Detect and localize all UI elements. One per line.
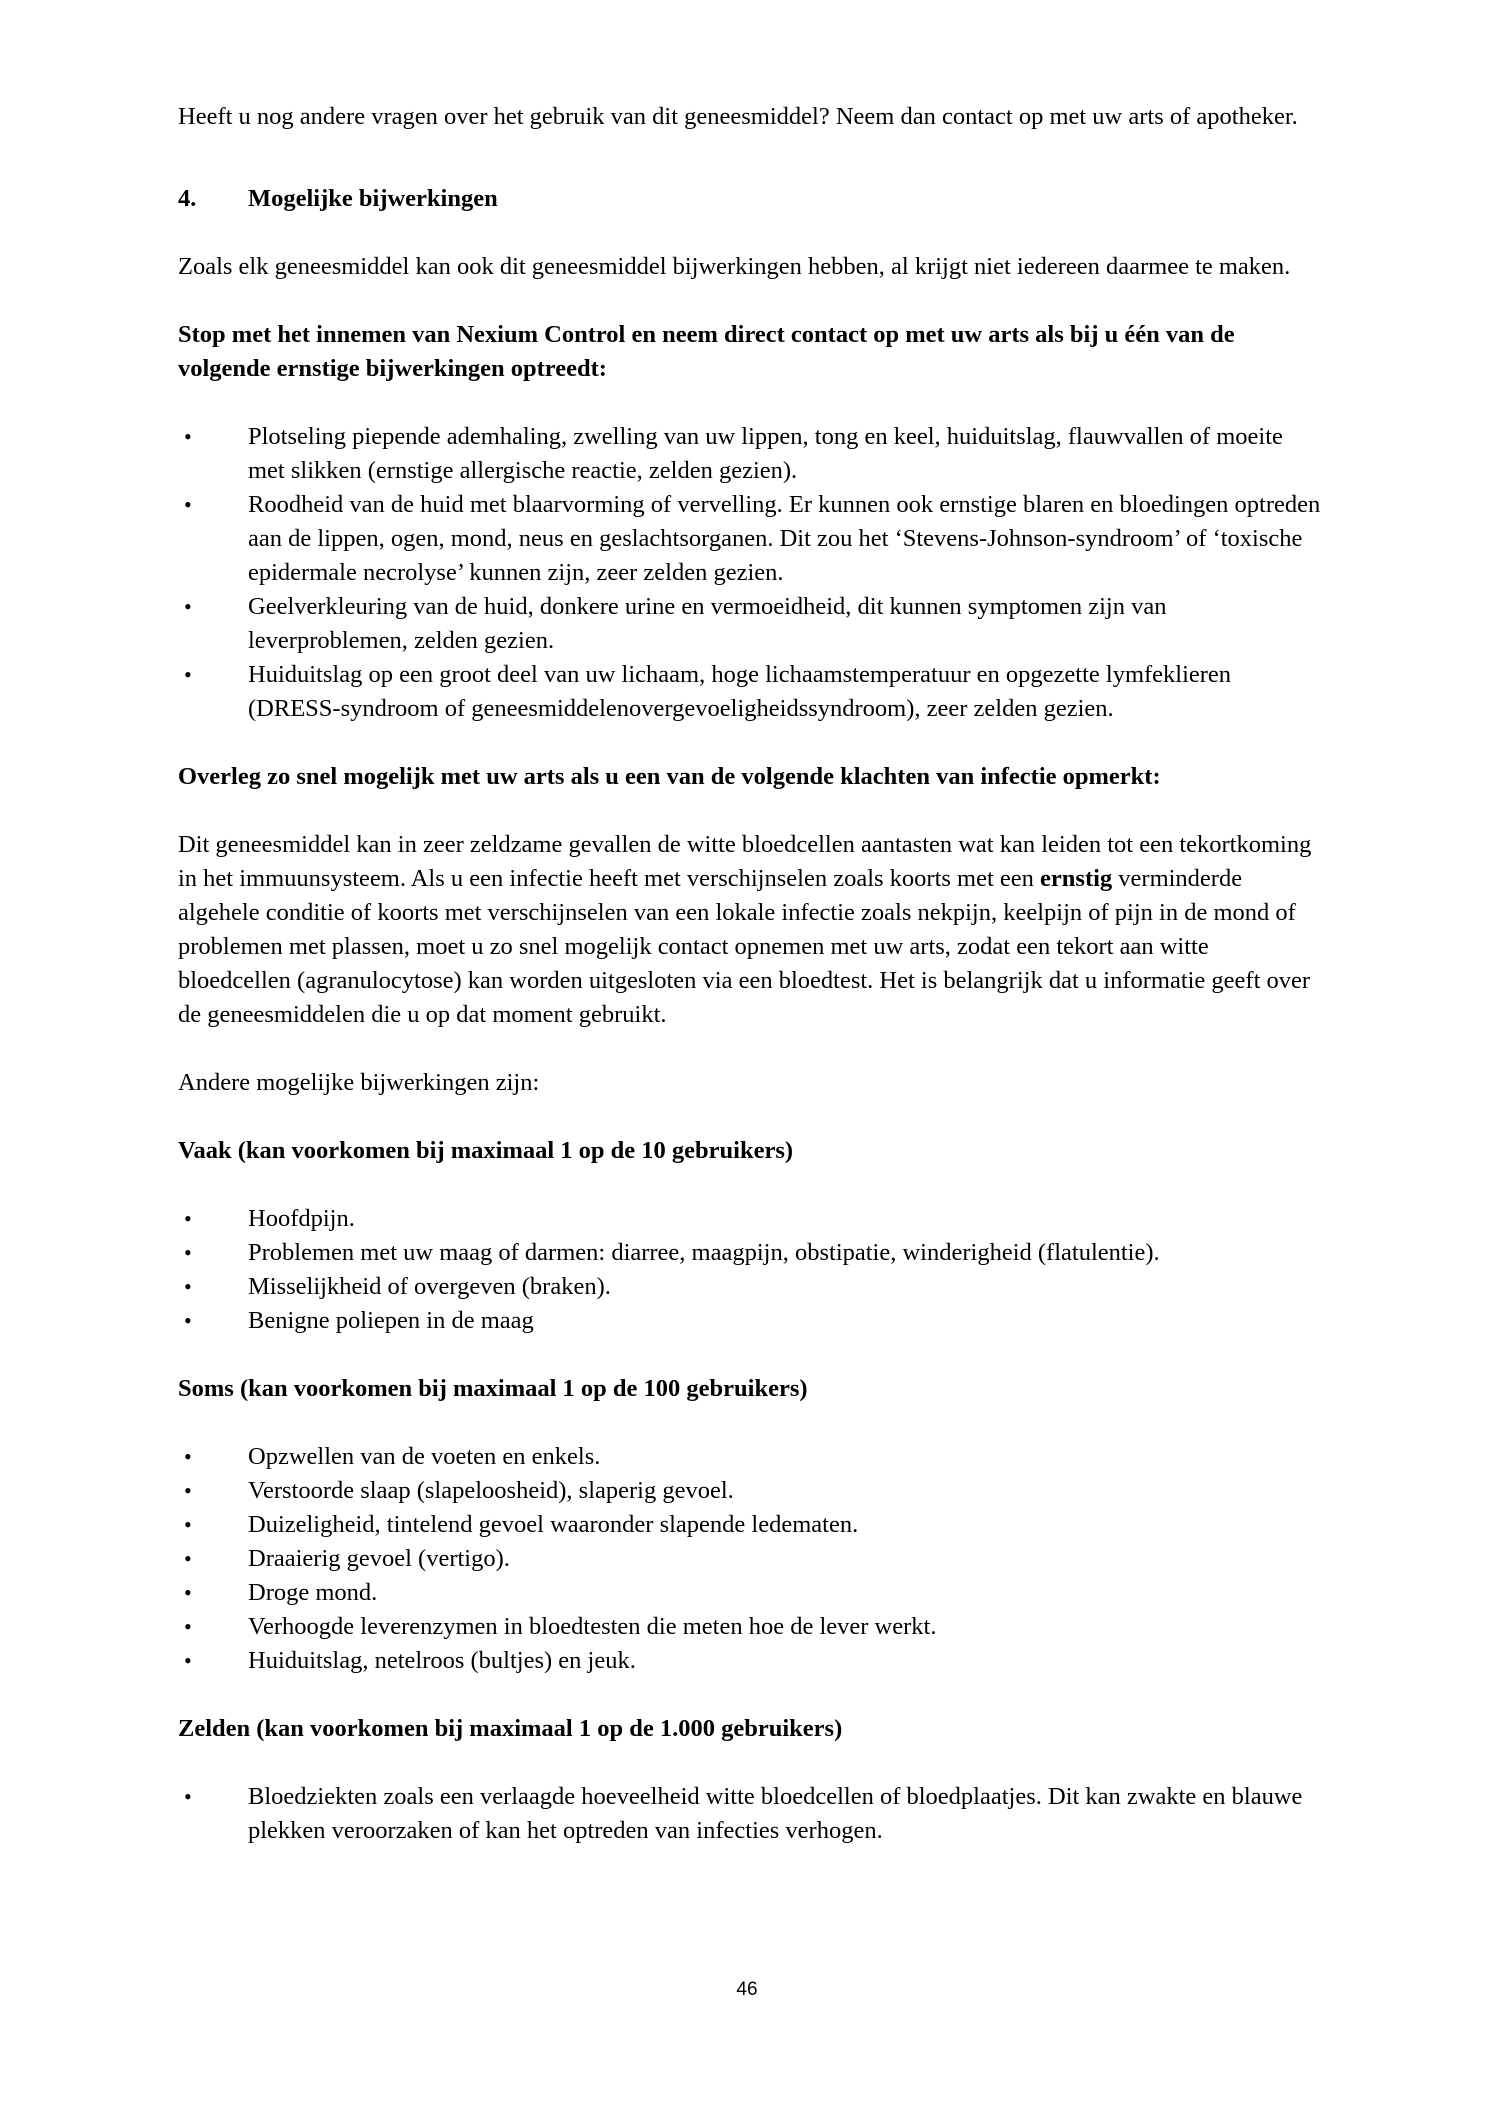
spacer bbox=[178, 1746, 1322, 1780]
list-item bbox=[178, 488, 1322, 590]
bullet-icon: • bbox=[184, 492, 192, 517]
list-item-text: Geelverkleuring van de huid, donkere urine en vermoeidheid, dit kunnen symptomen zijn van leverproblemen, zelden gezien. bbox=[248, 593, 1167, 654]
list-item-text: Roodheid van de huid met blaarvorming of vervelling. Er kunnen ook ernstige blaren en bloedingen optreden aan de lippen, ogen, mond, neus en geslachtsorganen. Dit zou het ‘Stevens-Johnson-syndroom’ of ‘toxische epidermale necrolyse’ kunnen zijn, zeer zelden gezien. bbox=[248, 491, 1321, 586]
list-item bbox=[178, 1610, 1322, 1644]
bullet-icon: • bbox=[184, 1240, 192, 1265]
spacer bbox=[178, 726, 1322, 760]
bullet-icon: • bbox=[184, 1478, 192, 1503]
infection-paragraph-part1: Dit geneesmiddel kan in zeer zeldzame gevallen de witte bloedcellen aantasten wat kan leiden tot een tekortkoming in het immuunsysteem. Als u een infectie heeft met verschijnselen zoals koorts met een bbox=[178, 831, 1312, 892]
list-item bbox=[178, 1270, 1322, 1304]
list-item-text: Misselijkheid of overgeven (braken). bbox=[248, 1273, 611, 1300]
spacer bbox=[178, 284, 1322, 318]
list-item-text: Duizeligheid, tintelend gevoel waaronder slapende ledematen. bbox=[248, 1511, 859, 1538]
list-item bbox=[178, 1236, 1322, 1270]
lead-paragraph: Zoals elk geneesmiddel kan ook dit geneesmiddel bijwerkingen hebben, al krijgt niet iedereen daarmee te maken. bbox=[178, 253, 1291, 280]
infection-paragraph-part2: verminderde algehele conditie of koorts met verschijnselen van een lokale infectie zoals nekpijn, keelpijn of pijn in de mond of problemen met plassen, moet u zo snel mogelijk contact opnemen met uw arts, zodat een tekort aan witte bloedcellen (agranulocytose) kan worden uitgesloten via een bloedtest. Het is belangrijk dat u informatie geeft over de geneesmiddelen die u op dat moment gebruikt. bbox=[178, 865, 1311, 1028]
bullet-icon: • bbox=[184, 424, 192, 449]
section-number: 4. bbox=[178, 185, 197, 212]
list-item bbox=[178, 1440, 1322, 1474]
infection-warning-heading: Overleg zo snel mogelijk met uw arts als u een van de volgende klachten van infectie opmerkt: bbox=[178, 763, 1161, 790]
list-item-text: Hoofdpijn. bbox=[248, 1205, 355, 1232]
spacer bbox=[178, 794, 1322, 828]
bullet-icon: • bbox=[184, 1784, 192, 1809]
list-item-text: Problemen met uw maag of darmen: diarree, maagpijn, obstipatie, winderigheid (flatulentie). bbox=[248, 1239, 1160, 1266]
section-heading bbox=[178, 182, 1322, 216]
list-item-text: Huiduitslag, netelroos (bultjes) en jeuk. bbox=[248, 1647, 636, 1674]
list-item-text: Draaierig gevoel (vertigo). bbox=[248, 1545, 510, 1572]
zelden-side-effects-list bbox=[178, 1780, 1322, 1848]
list-item bbox=[178, 420, 1322, 488]
list-item bbox=[178, 1508, 1322, 1542]
bullet-icon: • bbox=[184, 1308, 192, 1333]
intro-paragraph: Heeft u nog andere vragen over het gebruik van dit geneesmiddel? Neem dan contact op met uw arts of apotheker. bbox=[178, 103, 1298, 130]
page-number: 46 bbox=[736, 1979, 758, 2000]
page-content bbox=[178, 100, 1322, 1848]
frequency-heading-vaak: Vaak (kan voorkomen bij maximaal 1 op de 10 gebruikers) bbox=[178, 1137, 794, 1164]
vaak-side-effects-list bbox=[178, 1202, 1322, 1338]
soms-side-effects-list bbox=[178, 1440, 1322, 1678]
bullet-icon: • bbox=[184, 662, 192, 687]
list-item-text: Verhoogde leverenzymen in bloedtesten die meten hoe de lever werkt. bbox=[248, 1613, 937, 1640]
bullet-icon: • bbox=[184, 1614, 192, 1639]
list-item-text: Droge mond. bbox=[248, 1579, 378, 1606]
infection-emphasis: ernstig bbox=[1040, 865, 1113, 892]
bullet-icon: • bbox=[184, 1206, 192, 1231]
list-item-text: Benigne poliepen in de maag bbox=[248, 1307, 534, 1334]
bullet-icon: • bbox=[184, 1580, 192, 1605]
spacer bbox=[178, 1032, 1322, 1066]
list-item bbox=[178, 1474, 1322, 1508]
list-item bbox=[178, 1780, 1322, 1848]
list-item-text: Huiduitslag op een groot deel van uw lichaam, hoge lichaamstemperatuur en opgezette lymfeklieren (DRESS-syndroom of geneesmiddelenovergevoeligheidssyndroom), zeer zelden gezien. bbox=[248, 661, 1232, 722]
bullet-icon: • bbox=[184, 594, 192, 619]
spacer bbox=[178, 1168, 1322, 1202]
list-item-text: Plotseling piepende ademhaling, zwelling van uw lippen, tong en keel, huiduitslag, flauwvallen of moeite met slikken (ernstige allergische reactie, zelden gezien). bbox=[248, 423, 1283, 484]
spacer bbox=[178, 1406, 1322, 1440]
frequency-heading-zelden: Zelden (kan voorkomen bij maximaal 1 op de 1.000 gebruikers) bbox=[178, 1715, 843, 1742]
serious-side-effects-list bbox=[178, 420, 1322, 726]
bullet-icon: • bbox=[184, 1444, 192, 1469]
spacer bbox=[178, 1678, 1322, 1712]
spacer bbox=[178, 386, 1322, 420]
bullet-icon: • bbox=[184, 1546, 192, 1571]
spacer bbox=[178, 1100, 1322, 1134]
bullet-icon: • bbox=[184, 1274, 192, 1299]
list-item bbox=[178, 1202, 1322, 1236]
bullet-icon: • bbox=[184, 1648, 192, 1673]
list-item bbox=[178, 1576, 1322, 1610]
section-title: Mogelijke bijwerkingen bbox=[248, 185, 498, 212]
list-item-text: Verstoorde slaap (slapeloosheid), slaperig gevoel. bbox=[248, 1477, 734, 1504]
bullet-icon: • bbox=[184, 1512, 192, 1537]
spacer bbox=[178, 1338, 1322, 1372]
stop-warning-heading: Stop met het innemen van Nexium Control en neem direct contact op met uw arts als bij u één van de volgende ernstige bijwerkingen optreedt: bbox=[178, 321, 1235, 382]
spacer bbox=[178, 134, 1322, 182]
frequency-heading-soms: Soms (kan voorkomen bij maximaal 1 op de 100 gebruikers) bbox=[178, 1375, 808, 1402]
list-item bbox=[178, 1304, 1322, 1338]
list-item bbox=[178, 658, 1322, 726]
list-item-text: Bloedziekten zoals een verlaagde hoeveelheid witte bloedcellen of bloedplaatjes. Dit kan zwakte en blauwe plekken veroorzaken of kan het optreden van infecties verhogen. bbox=[248, 1783, 1303, 1844]
list-item bbox=[178, 1644, 1322, 1678]
list-item bbox=[178, 590, 1322, 658]
list-item-text: Opzwellen van de voeten en enkels. bbox=[248, 1443, 601, 1470]
other-effects-intro: Andere mogelijke bijwerkingen zijn: bbox=[178, 1069, 540, 1096]
spacer bbox=[178, 216, 1322, 250]
infection-paragraph bbox=[178, 828, 1322, 1032]
list-item bbox=[178, 1542, 1322, 1576]
